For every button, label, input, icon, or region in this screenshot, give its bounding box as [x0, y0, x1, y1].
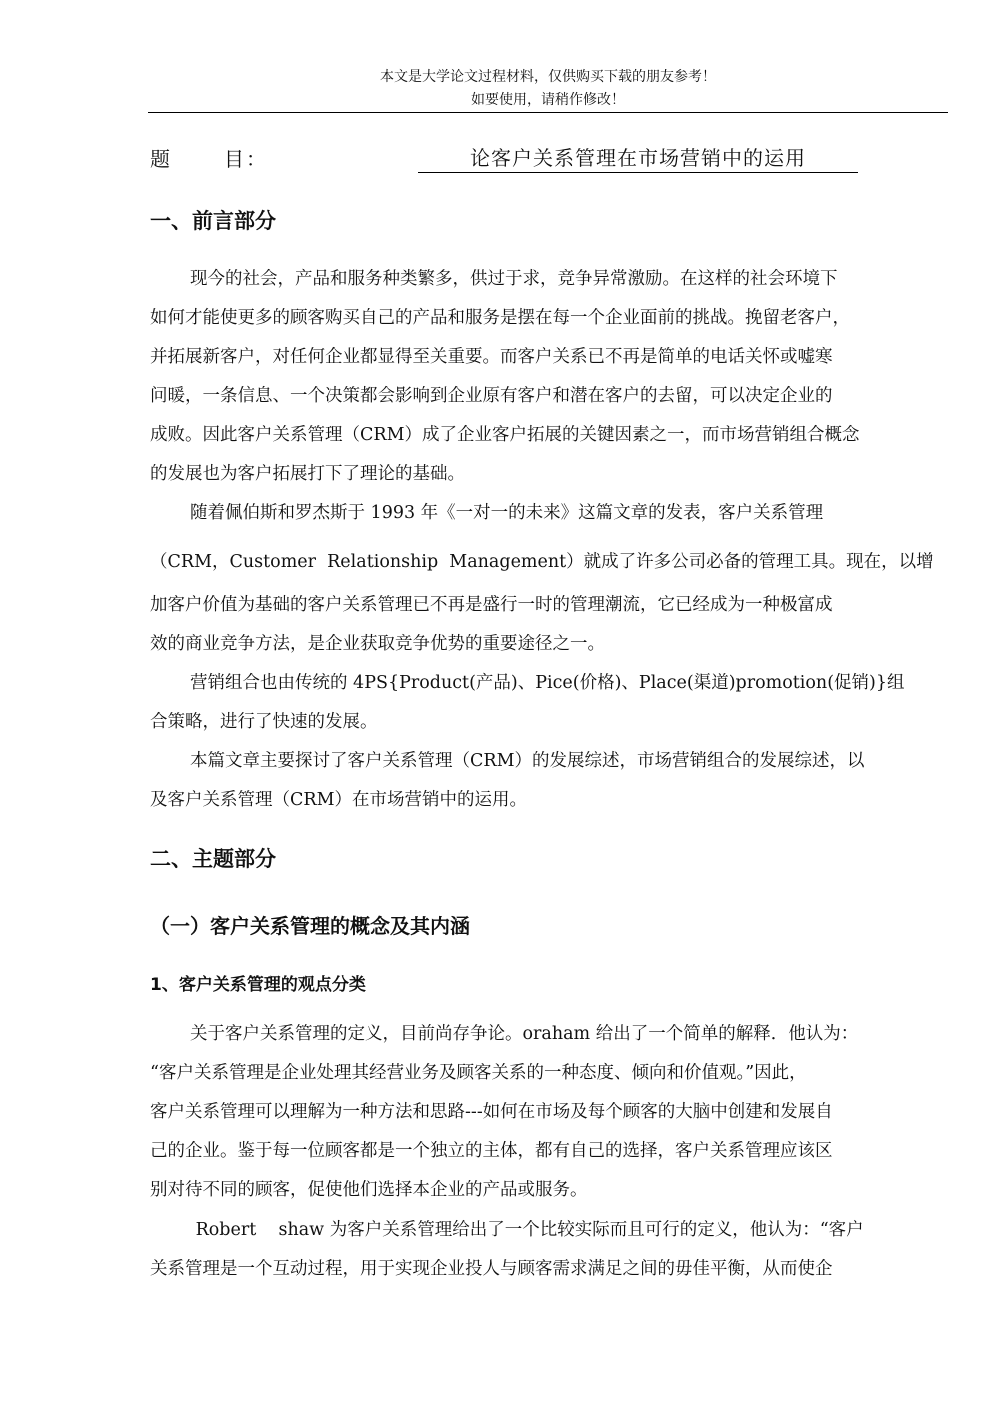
section-heading-main: 二、主题部分 — [150, 847, 276, 871]
paragraph-line: 问暖，一条信息、一个决策都会影响到企业原有客户和潜在客户的去留，可以决定企业的 — [150, 386, 833, 406]
paragraph-line: 客户关系管理可以理解为一种方法和思路---如何在市场及每个顾客的大脑中创建和发展自 — [150, 1102, 833, 1122]
paragraph-line: 本篇文章主要探讨了客户关系管理（CRM）的发展综述，市场营销组合的发展综述，以 — [190, 751, 865, 771]
paragraph-line: 随着佩伯斯和罗杰斯于 1993 年《一对一的未来》这篇文章的发表，客户关系管理 — [190, 503, 824, 523]
paragraph-line: Robert shaw 为客户关系管理给出了一个比较实际而且可行的定义，他认为：“客户 — [190, 1220, 864, 1240]
section-heading-intro: 一、前言部分 — [150, 209, 276, 233]
paragraph-line: 如何才能使更多的顾客购买自己的产品和服务是摆在每一个企业面前的挑战。挽留老客户， — [150, 308, 850, 328]
subsubsection-heading: 1、客户关系管理的观点分类 — [150, 975, 366, 995]
title-label — [150, 142, 268, 176]
paper-title: 论客户关系管理在市场营销中的运用 — [418, 142, 858, 173]
paragraph-line: 效的商业竞争方法，是企业获取竞争优势的重要途径之一。 — [150, 634, 605, 654]
paragraph-line: 关系管理是一个互动过程，用于实现企业投人与顾客需求满足之间的毋佳平衡，从而使企 — [150, 1259, 833, 1279]
header-notice-line2: 如要使用，请稍作修改！ — [471, 92, 625, 108]
paragraph-line: 及客户关系管理（CRM）在市场营销中的运用。 — [150, 790, 527, 810]
paragraph-line: 现今的社会，产品和服务种类繁多，供过于求，竞争异常激励。在这样的社会环境下 — [190, 269, 838, 289]
paragraph-line: 营销组合也由传统的 4PS{Product(产品)、Pice(价格)、Place(渠道)promotion(促销)}组 — [190, 673, 905, 693]
subsection-heading: （一）客户关系管理的概念及其内涵 — [150, 914, 470, 938]
title-row — [150, 142, 950, 176]
header-notice-line1: 本文是大学论文过程材料，仅供购买下载的朋友参考！ — [380, 69, 716, 85]
header-divider — [148, 112, 948, 113]
paragraph-line: （CRM，Customer Relationship Management）就成了许多公司必备的管理工具。现在，以增 — [150, 552, 934, 572]
paragraph-line: 加客户价值为基础的客户关系管理已不再是盛行一时的管理潮流，它已经成为一种极富成 — [150, 595, 833, 615]
title-label-right: 目： — [224, 147, 268, 171]
paragraph-line: 的发展也为客户拓展打下了理论的基础。 — [150, 464, 465, 484]
document-header — [148, 66, 948, 112]
title-label-left: 题 — [150, 147, 172, 171]
paragraph-line: 别对待不同的顾客，促使他们选择本企业的产品或服务。 — [150, 1180, 588, 1200]
paragraph-line: 并拓展新客户，对任何企业都显得至关重要。而客户关系已不再是简单的电话关怀或嘘寒 — [150, 347, 833, 367]
paragraph-line: 成败。因此客户关系管理（CRM）成了企业客户拓展的关键因素之一，而市场营销组合概念 — [150, 425, 860, 445]
paragraph-line: 合策略，进行了快速的发展。 — [150, 712, 378, 732]
paragraph-line: 关于客户关系管理的定义，目前尚存争论。oraham 给出了一个简单的解释．他认为： — [190, 1024, 859, 1044]
paragraph-line: “客户关系管理是企业处理其经营业务及顾客关系的一种态度、倾向和价值观。”因此， — [150, 1063, 807, 1083]
paragraph-line: 己的企业。鉴于每一位顾客都是一个独立的主体，都有自己的选择，客户关系管理应该区 — [150, 1141, 833, 1161]
